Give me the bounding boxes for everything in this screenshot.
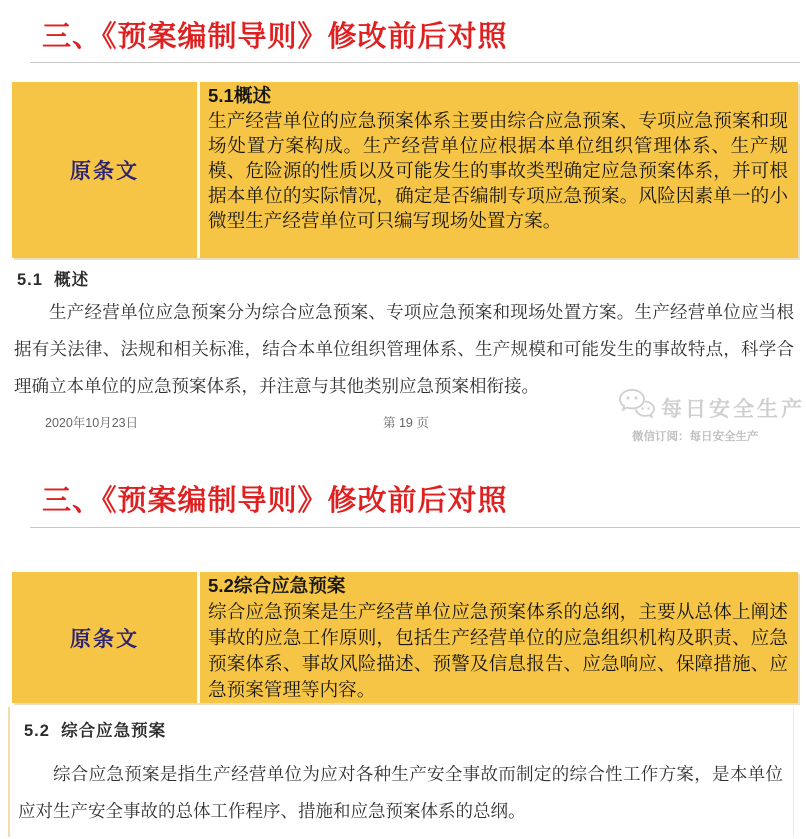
brand-watermark — [618, 388, 805, 444]
title-divider — [30, 527, 800, 528]
original-clause-content — [200, 82, 798, 258]
clause-heading: 5.2综合应急预案 — [208, 575, 346, 596]
clause-heading: 5.1概述 — [208, 85, 272, 106]
clause-body: 综合应急预案是生产经营单位应急预案体系的总纲，主要从总体上阐述事故的应急工作原则，包括生产经营单位的应急组织机构及职责、应急预案体系、事故风险描述、预警及信息报告、应急响应、保障措施、应急预案管理等内容。 — [208, 601, 788, 700]
original-clause-table — [12, 82, 798, 258]
slide-2 — [0, 455, 806, 839]
section-heading: 5.1 概述 — [17, 271, 90, 289]
section-body: 生产经营单位应急预案分为综合应急预案、专项应急预案和现场处置方案。生产经营单位应当根据有关法律、法规和相关标准，结合本单位组织管理体系、生产规模和可能发生的事故特点，科学合理确立本单位的应急预案体系，并注意与其他类别应急预案相衔接。 — [14, 302, 794, 396]
page-title: 三、《预案编制导则》修改前后对照 — [42, 21, 508, 53]
footer-page-number: 第 19 页 — [383, 416, 429, 430]
section-body: 综合应急预案是指生产经营单位为应对各种生产安全事故而制定的综合性工作方案，是本单位应对生产安全事故的总体工作程序、措施和应急预案体系的总纲。 — [18, 764, 783, 821]
original-clause-table — [12, 572, 798, 703]
original-clause-label: 原条文 — [12, 572, 200, 703]
title-divider — [30, 62, 800, 63]
original-clause-content — [200, 572, 798, 703]
page-title: 三、《预案编制导则》修改前后对照 — [42, 485, 508, 517]
watermark-row — [618, 388, 805, 427]
clause-body: 生产经营单位的应急预案体系主要由综合应急预案、专项应急预案和现场处置方案构成。生产经营单位应根据本单位组织管理体系、生产规模、危险源的性质以及可能发生的事故类型确定应急预案体系，并可根据本单位的实际情况，确定是否编制专项应急预案。风险因素单一的小微型生产经营单位可只编写现场处置方案。 — [208, 110, 788, 231]
watermark-title: 每日安全生产 — [661, 397, 805, 421]
footer-date: 2020年10月23日 — [45, 416, 139, 430]
watermark-subscribe-line: 微信订阅：每日安全生产 — [632, 431, 759, 443]
original-clause-label: 原条文 — [12, 82, 200, 258]
wechat-bubbles-icon — [618, 388, 656, 427]
revised-section-cell — [8, 707, 794, 837]
section-heading: 5.2 综合应急预案 — [24, 722, 167, 740]
